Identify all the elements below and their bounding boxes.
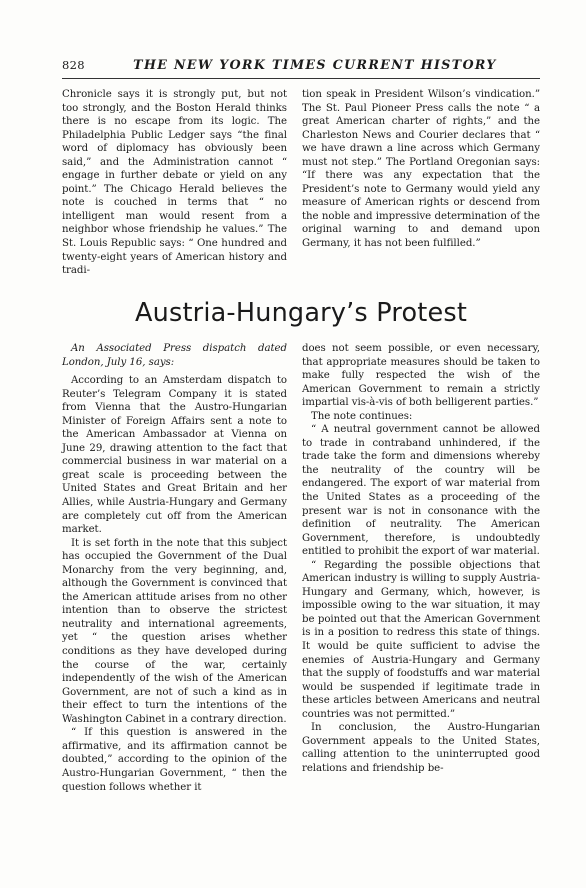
article-paragraph: In conclusion, the Austro-Hungarian Government appeals to the United States, calling attention to the uninterrupted good relations and friendship be- [302,722,540,774]
article-paragraph: The note continues: [311,410,413,422]
article-left-column [62,342,287,794]
header-rule [62,78,540,79]
article-title: Austria-Hungary’s Protest [134,298,468,329]
article-paragraph: “ A neutral government cannot be allowed to trade in contraband unhindered, if the trade take the form and dimensions whereby the neutrality of the country will be endangered. The export of war material from the United States as a proceeding of the present war is not in consonance with the definition of neutrality. The American Government, therefore, is undoubtedly entitled to prohibit the export of war material. [302,424,540,558]
page-number: 828 [62,58,85,72]
running-head: THE NEW YORK TIMES CURRENT HISTORY [133,57,497,72]
page-header [62,58,540,78]
article-right-column [302,342,540,776]
top-left-column [62,88,287,278]
article-paragraph: It is set forth in the note that this subject has occupied the Government of the Dual Monarchy from the very beginning, and, although the Government is convinced that the American attitude arises from no other intention than to observe the strictest neutrality and international agreements, yet “ the question arises whether conditions as they have developed during the course of the war, certainly independently of the wish of the American Government, are not of such a kind as in their effect to turn the intentions of the Washington Cabinet in a contrary direction. [62,537,287,725]
article-paragraph: According to an Amsterdam dispatch to Reuter’s Telegram Company it is stated from Vienna that the Austro-Hungarian Minister of Foreign Affairs sent a note to the American Ambassador at Vienna on June 29, drawing attention to the fact that commercial business in war material on a great scale is proceeding between the United States and Great Britain and her Allies, while Austria-Hungary and Germany are completely cut off from the American market. [62,375,287,536]
article-paragraph: “ If this question is answered in the affirmative, and its affirmation cannot be doubted,” according to the opinion of the Austro-Hungarian Government, “ then the question follows whether it [62,727,287,793]
top-right-column [302,88,540,251]
article-paragraph: does not seem possible, or even necessary, that appropriate measures should be taken to make fully respected the wish of the American Government to remain a strictly impartial vis-à-vis of both belligerent parties.” [302,343,540,409]
article-paragraph: “ Regarding the possible objections that American industry is willing to supply Austria-Hungary and Germany, which, however, is impossible owing to the war situation, it may be pointed out that the American Government is in a position to redress this state of things. It would be quite sufficient to advise the enemies of Austria-Hungary and Germany that the supply of foodstuffs and war material would be suspended if legitimate trade in these articles between Americans and neutral countries was not permitted.” [302,559,540,720]
article-dateline: An Associated Press dispatch dated London, July 16, says: [62,343,287,368]
top-left-paragraph: Chronicle says it is strongly put, but not too strongly, and the Boston Herald thinks there is no escape from its logic. The Philadelphia Public Ledger says “the final word of diplomacy has obviously been said,” and the Administration cannot “ engage in further debate or yield on any point.” The Chicago Herald believes the note is couched in terms that “ no intelligent man would resent from a neighbor whose friendship he values.” The St. Louis Republic says: “ One hundred and twenty-eight years of American history and tradi- [62,89,287,277]
top-right-paragraph: tion speak in President Wilson’s vindication.” The St. Paul Pioneer Press calls the note “ a great American charter of rights,” and the Charleston News and Courier declares that “ we have drawn a line across which Germany must not step.” The Portland Oregonian says: “If there was any expectation that the President’s note to Germany would yield any measure of American rights or descend from the noble and impressive determination of the original warning to and demand upon Germany, it has not been fulfilled.” [302,89,540,250]
